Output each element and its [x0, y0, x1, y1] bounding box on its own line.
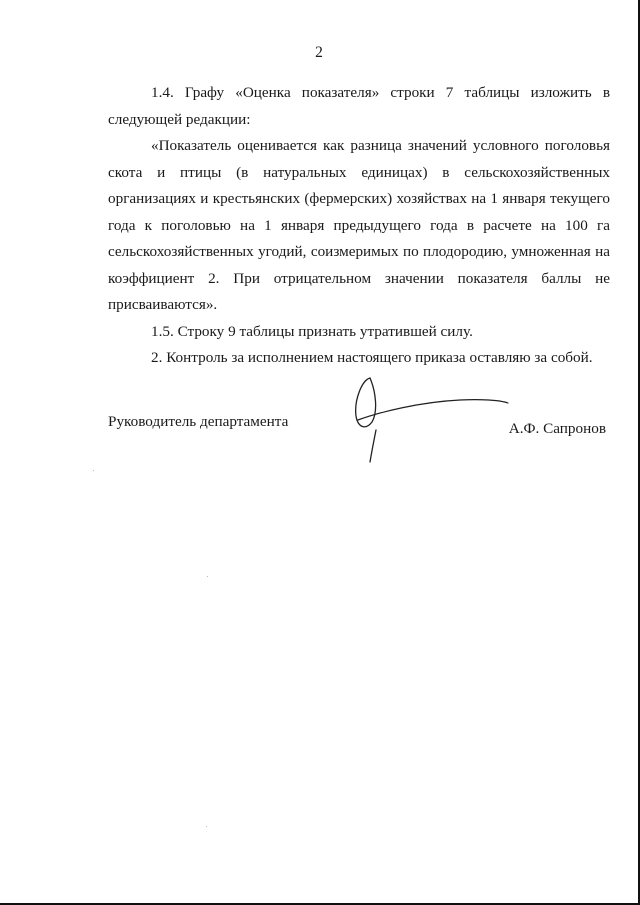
- scan-speck: [207, 576, 208, 577]
- paragraph-2-control: 2. Контроль за исполнением настоящего приказа оставляю за собой.: [151, 349, 593, 366]
- paragraph-1-4: 1.4. Графу «Оценка показателя» строки 7 таблицы изложить в следующей редакции:: [108, 84, 610, 128]
- paragraph-indicator-definition: «Показатель оценивается как разница значений условного поголовья скота и птицы (в натуральных единицах) в сельскохозяйственных организациях и крестьянских (фермерских) хозяйствах на 1 января текущего года к поголовью на 1 января предыдущего года в расчете на 100 га сельскохозяйственных угодий, соизмеримых по плодородию, умноженная на коэффициент 2. При отрицательном значении показателя баллы не присваиваются».: [108, 137, 610, 313]
- document-body: [108, 80, 610, 372]
- scan-speck: [206, 826, 207, 827]
- paragraph-1-5: 1.5. Строку 9 таблицы признать утратившей силу.: [151, 322, 473, 340]
- handwritten-signature: [340, 370, 520, 465]
- scan-speck: [93, 470, 94, 471]
- page-number: 2: [315, 44, 323, 61]
- signatory-name: А.Ф. Сапронов: [508, 420, 606, 437]
- signatory-role: Руководитель департамента: [108, 413, 289, 430]
